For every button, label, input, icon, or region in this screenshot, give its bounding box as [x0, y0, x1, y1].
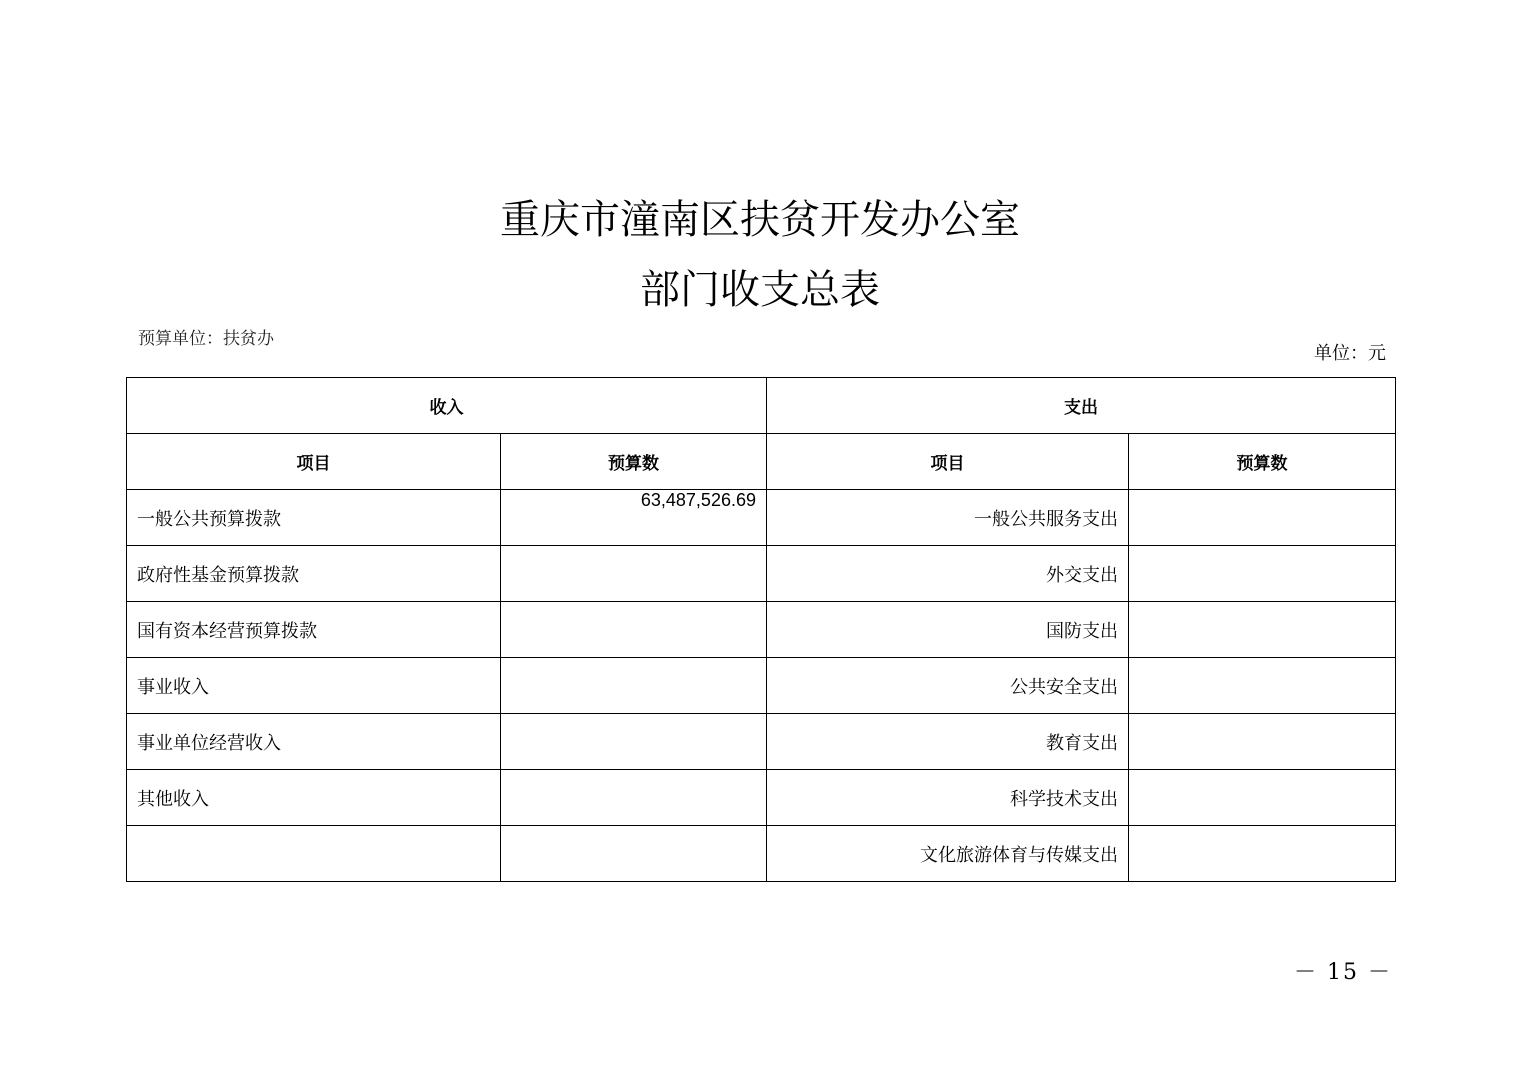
expense-item-header: 项目: [767, 434, 1129, 490]
table-row: [127, 714, 1396, 770]
expense-item-cell: 公共安全支出: [767, 658, 1129, 714]
table-row: [127, 826, 1396, 882]
expense-amount-cell: [1129, 602, 1396, 658]
document-title: 重庆市潼南区扶贫开发办公室: [500, 197, 1020, 243]
income-amount-cell: [501, 546, 767, 602]
table-row: [127, 602, 1396, 658]
table-group-header-row: [127, 378, 1396, 434]
expense-amount-cell: [1129, 826, 1396, 882]
income-item-cell: 事业收入: [127, 658, 501, 714]
income-amount-cell: [501, 658, 767, 714]
expense-item-cell: 科学技术支出: [767, 770, 1129, 826]
expense-amount-cell: [1129, 658, 1396, 714]
table-column-header-row: [127, 434, 1396, 490]
income-expense-summary-table: [126, 377, 1396, 882]
table-row: [127, 770, 1396, 826]
table-row: [127, 490, 1396, 546]
expense-item-cell: 国防支出: [767, 602, 1129, 658]
income-amount-cell: 63,487,526.69: [501, 490, 767, 546]
expense-group-header: 支出: [767, 378, 1396, 434]
expense-item-cell: 外交支出: [767, 546, 1129, 602]
income-item-cell: 其他收入: [127, 770, 501, 826]
income-item-cell: 国有资本经营预算拨款: [127, 602, 501, 658]
income-amount-cell: [501, 714, 767, 770]
income-item-cell: 事业单位经营收入: [127, 714, 501, 770]
income-amount-cell: [501, 770, 767, 826]
expense-item-cell: 教育支出: [767, 714, 1129, 770]
expense-amount-cell: [1129, 490, 1396, 546]
expense-amount-cell: [1129, 714, 1396, 770]
income-item-cell: 政府性基金预算拨款: [127, 546, 501, 602]
income-amount-cell: [501, 602, 767, 658]
expense-amount-cell: [1129, 546, 1396, 602]
expense-amount-cell: [1129, 770, 1396, 826]
income-amount-cell: [501, 826, 767, 882]
budget-unit-label: 预算单位：扶贫办: [138, 329, 274, 349]
expense-amount-header: 预算数: [1129, 434, 1396, 490]
income-amount-header: 预算数: [501, 434, 767, 490]
income-item-cell: [127, 826, 501, 882]
table-row: [127, 546, 1396, 602]
page-number: － 15 －: [1294, 960, 1392, 985]
income-item-cell: 一般公共预算拨款: [127, 490, 501, 546]
table-row: [127, 658, 1396, 714]
currency-unit-label: 单位：元: [1314, 343, 1386, 364]
expense-item-cell: 文化旅游体育与传媒支出: [767, 826, 1129, 882]
document-subtitle: 部门收支总表: [640, 267, 880, 313]
expense-item-cell: 一般公共服务支出: [767, 490, 1129, 546]
income-item-header: 项目: [127, 434, 501, 490]
income-group-header: 收入: [127, 378, 767, 434]
